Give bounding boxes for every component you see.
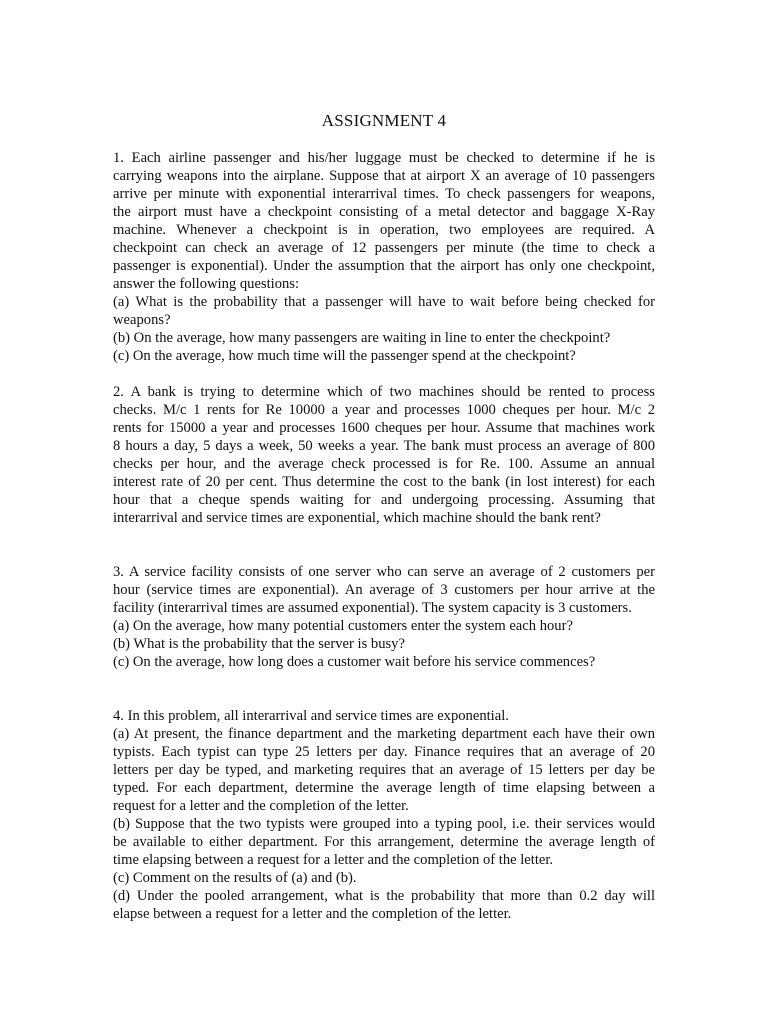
q2-line: interarrival and service times are exponential, which machine should the bank rent? (113, 510, 601, 526)
question-3 (113, 563, 655, 671)
document-page (113, 110, 655, 923)
q4-part-c: (c) Comment on the results of (a) and (b). (113, 870, 357, 886)
q4-part-a-line: typists. Each typist can type 25 letters per day. Finance requires that an average of 20 (113, 744, 655, 760)
q3-line: 3. A service facility consists of one server who can serve an average of 2 customers per (113, 564, 655, 580)
q3-part-c: (c) On the average, how long does a customer wait before his service commences? (113, 654, 596, 670)
q2-line: interest rate of 20 per cent. Thus determine the cost to the bank (in lost interest) for each (113, 474, 655, 490)
q1-part-a-line: (a) What is the probability that a passenger will have to wait before being checked for (113, 294, 655, 310)
q2-line: rents for 15000 a year and processes 1600 cheques per hour. Assume that machines work (113, 420, 655, 436)
q3-part-a: (a) On the average, how many potential customers enter the system each hour? (113, 618, 573, 634)
q1-line: checkpoint can check an average of 12 passengers per minute (the time to check a (113, 240, 655, 256)
q1-part-b: (b) On the average, how many passengers are waiting in line to enter the checkpoint? (113, 330, 611, 346)
q2-line: 2. A bank is trying to determine which of two machines should be rented to process (113, 384, 655, 400)
q2-line: hour that a cheque spends waiting for and undergoing processing. Assuming that (113, 492, 655, 508)
question-2 (113, 383, 655, 527)
q4-part-d-line: (d) Under the pooled arrangement, what is the probability that more than 0.2 day will (113, 888, 655, 904)
q1-line: answer the following questions: (113, 276, 300, 292)
q4-part-b-line: (b) Suppose that the two typists were grouped into a typing pool, i.e. their services would (113, 816, 655, 832)
q1-line: passenger is exponential). Under the assumption that the airport has only one checkpoint, (113, 258, 655, 274)
q2-line: checks. M/c 1 rents for Re 10000 a year and processes 1000 cheques per hour. M/c 2 (113, 402, 655, 418)
question-1 (113, 149, 655, 365)
q1-line: machine. Whenever a checkpoint is in operation, two employees are required. A (113, 222, 655, 238)
q4-part-a-line: (a) At present, the finance department and the marketing department each have their own (113, 726, 655, 742)
q2-line: 8 hours a day, 5 days a week, 50 weeks a year. The bank must process an average of 800 (113, 438, 655, 454)
q3-part-b: (b) What is the probability that the server is busy? (113, 636, 405, 652)
q2-line: checks per hour, and the average check processed is for Re. 100. Assume an annual (113, 456, 655, 472)
q4-part-a-line: letters per day be typed, and marketing requires that an average of 15 letters per day be (113, 762, 655, 778)
q4-part-a-line: request for a letter and the completion of the letter. (113, 798, 409, 814)
q1-line: the airport must have a checkpoint consisting of a metal detector and baggage X-Ray (113, 204, 655, 220)
q1-part-a-line: weapons? (113, 312, 171, 328)
q4-part-b-line: be available to either department. For this arrangement, determine the average length of (113, 834, 655, 850)
q3-line: hour (service times are exponential). An average of 3 customers per hour arrive at the (113, 582, 655, 598)
question-4 (113, 707, 655, 923)
q3-line: facility (interarrival times are assumed exponential). The system capacity is 3 customers. (113, 600, 632, 616)
q1-line: 1. Each airline passenger and his/her luggage must be checked to determine if he is (113, 150, 655, 166)
page-title: ASSIGNMENT 4 (321, 111, 447, 130)
q4-intro: 4. In this problem, all interarrival and service times are exponential. (113, 708, 509, 724)
q1-part-c: (c) On the average, how much time will the passenger spend at the checkpoint? (113, 348, 576, 364)
q4-part-a-line: typed. For each department, determine the average length of time elapsing between a (113, 780, 655, 796)
q4-part-d-line: elapse between a request for a letter and the completion of the letter. (113, 906, 512, 922)
q1-line: arrive per minute with exponential interarrival times. To check passengers for weapons, (113, 186, 655, 202)
q4-part-b-line: time elapsing between a request for a letter and the completion of the letter. (113, 852, 554, 868)
q1-line: carrying weapons into the airplane. Suppose that at airport X an average of 10 passengers (113, 168, 655, 184)
